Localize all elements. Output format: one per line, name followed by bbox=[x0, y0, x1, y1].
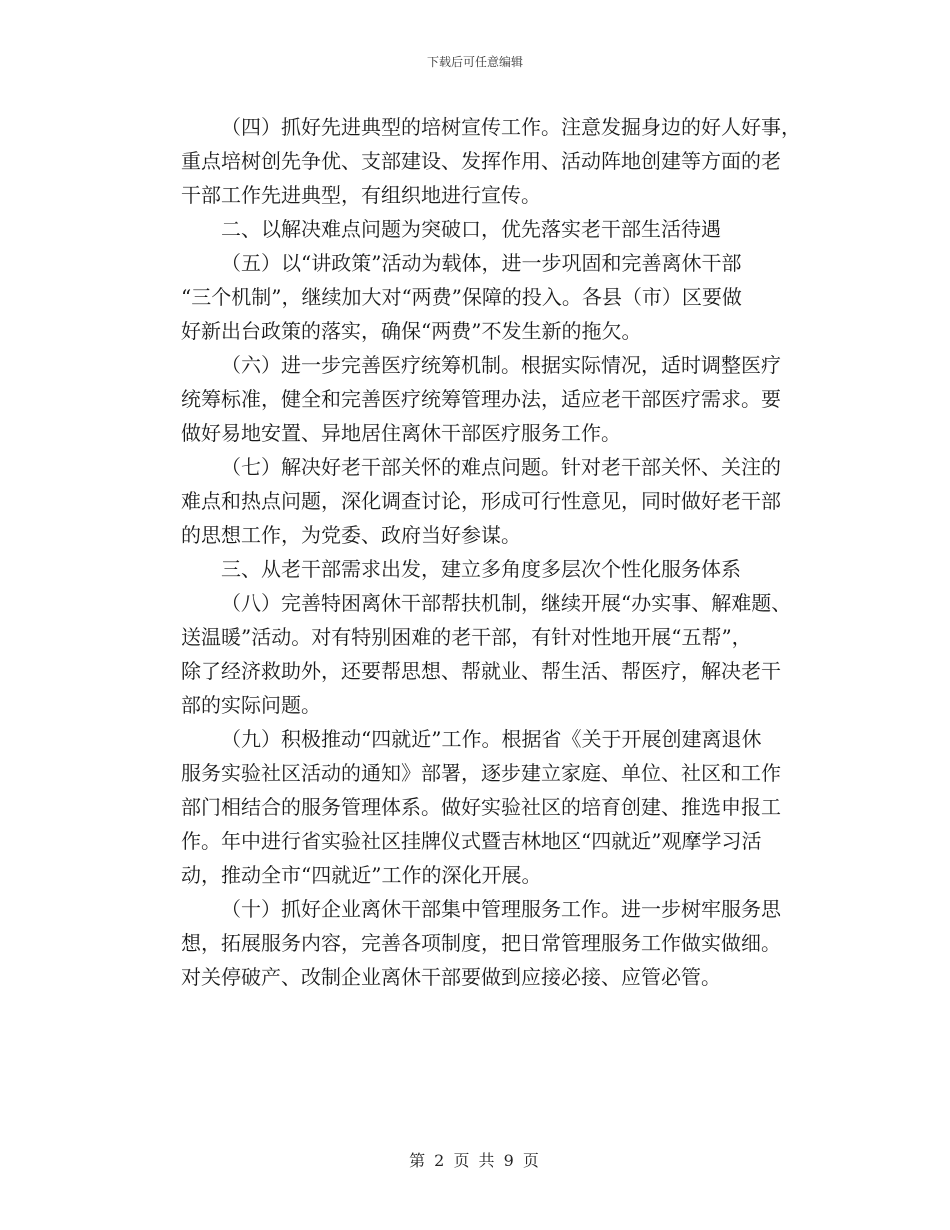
section-heading-3 bbox=[141, 552, 801, 586]
text-line: （五）以“讲政策”活动为载体，进一步巩固和完善离休干部 bbox=[221, 251, 742, 275]
text-line: 干部工作先进典型，有组织地进行宣传。 bbox=[181, 183, 541, 207]
paragraph-6 bbox=[141, 348, 801, 450]
text-line: 难点和热点问题，深化调查讨论，形成可行性意见，同时做好老干部 bbox=[181, 489, 781, 513]
paragraph-4 bbox=[141, 110, 801, 212]
text-line: 二、以解决难点问题为突破口，优先落实老干部生活待遇 bbox=[221, 217, 721, 241]
page-header: 下载后可任意编辑 bbox=[426, 55, 523, 69]
text-line: 部门相结合的服务管理体系。做好实验社区的培育创建、推选申报工 bbox=[181, 795, 781, 819]
paragraph-10 bbox=[141, 892, 801, 994]
text-line: 对关停破产、改制企业离休干部要做到应接必接、应管必管。 bbox=[181, 965, 721, 989]
text-line: 动，推动全市“四就近”工作的深化开展。 bbox=[181, 863, 542, 887]
text-line: （十）抓好企业离休干部集中管理服务工作。进一步树牢服务思 bbox=[221, 897, 781, 921]
text-line: 好新出台政策的落实，确保“两费”不发生新的拖欠。 bbox=[181, 319, 642, 343]
text-line: “三个机制”，继续加大对“两费”保障的投入。各县（市）区要做 bbox=[181, 285, 742, 309]
text-line: （四）抓好先进典型的培树宣传工作。注意发掘身边的好人好事， bbox=[221, 115, 801, 139]
text-line: （八）完善特困离休干部帮扶机制，继续开展“办实事、解难题、 bbox=[221, 591, 792, 615]
text-line: （七）解决好老干部关怀的难点问题。针对老干部关怀、关注的 bbox=[221, 455, 781, 479]
text-line: 三、从老干部需求出发，建立多角度多层次个性化服务体系 bbox=[221, 557, 741, 581]
text-line: 服务实验社区活动的通知》部署，逐步建立家庭、单位、社区和工作 bbox=[181, 761, 781, 785]
page-footer: 第 2 页 共 9 页 bbox=[409, 1151, 541, 1170]
text-line: 统筹标准，健全和完善医疗统筹管理办法，适应老干部医疗需求。要 bbox=[181, 387, 781, 411]
paragraph-8 bbox=[141, 586, 801, 722]
document-body bbox=[141, 110, 801, 994]
text-line: 想，拓展服务内容，完善各项制度，把日常管理服务工作做实做细。 bbox=[181, 931, 781, 955]
text-line: （六）进一步完善医疗统筹机制。根据实际情况，适时调整医疗 bbox=[221, 353, 781, 377]
paragraph-9 bbox=[141, 722, 801, 892]
text-line: 做好易地安置、异地居住离休干部医疗服务工作。 bbox=[181, 421, 621, 445]
text-line: 送温暖”活动。对有特别困难的老干部，有针对性地开展“五帮”， bbox=[181, 625, 752, 649]
paragraph-7 bbox=[141, 450, 801, 552]
text-line: 重点培树创先争优、支部建设、发挥作用、活动阵地创建等方面的老 bbox=[181, 149, 781, 173]
text-line: 部的实际问题。 bbox=[181, 693, 321, 717]
text-line: 除了经济救助外，还要帮思想、帮就业、帮生活、帮医疗，解决老干 bbox=[181, 659, 781, 683]
text-line: 作。年中进行省实验社区挂牌仪式暨吉林地区“四就近”观摩学习活 bbox=[181, 829, 762, 853]
paragraph-5 bbox=[141, 246, 801, 348]
text-line: 的思想工作，为党委、政府当好参谋。 bbox=[181, 523, 521, 547]
text-line: （九）积极推动“四就近”工作。根据省《关于开展创建离退休 bbox=[221, 727, 762, 751]
section-heading-2 bbox=[141, 212, 801, 246]
